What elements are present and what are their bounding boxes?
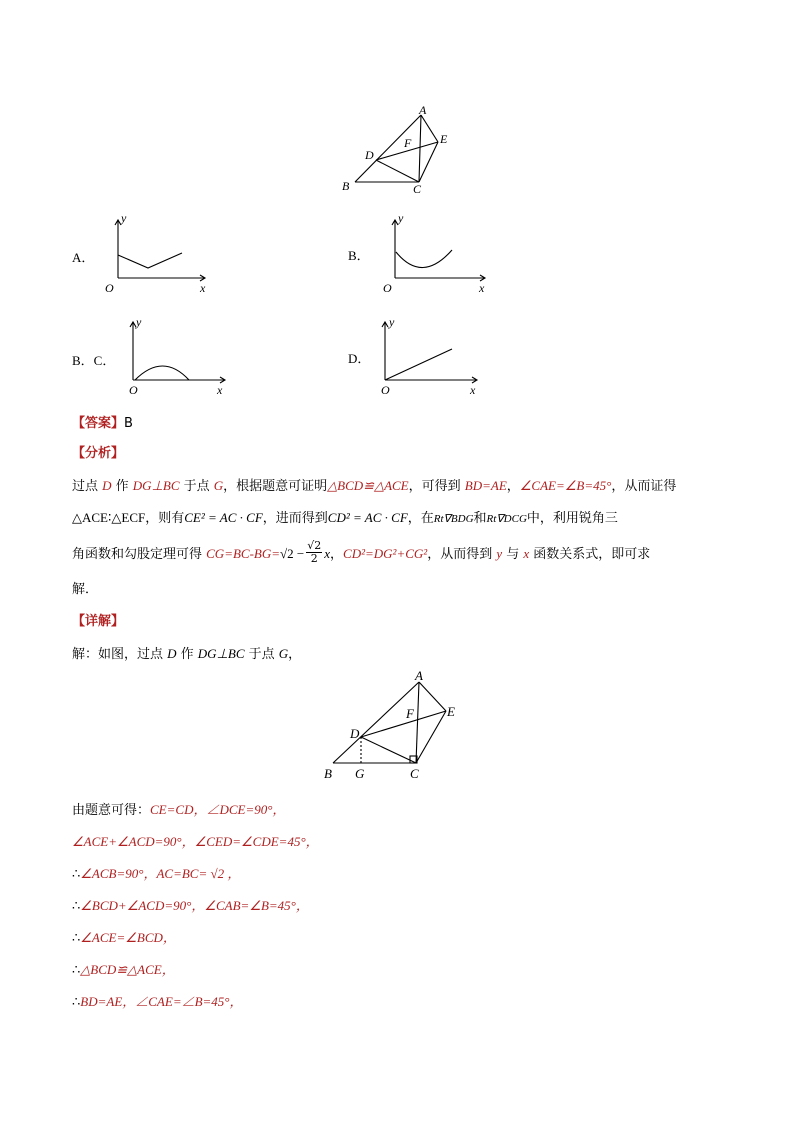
text: 解：如图，过点 [72,647,168,662]
answer-tag: 【答案】 [72,416,125,431]
text: ，根据题意可证明 [223,479,328,494]
analysis-line-4 [72,580,98,600]
option-b-label: B． [348,248,370,263]
step-math: ∠ACE+∠ACD=90°，∠CED=∠CDE=45°， [72,834,319,849]
point-G-label: G [355,766,365,781]
step-math: ∠ACE=∠BCD， [80,930,176,945]
option-b-y: y [398,211,404,225]
analysis-line-2 [72,508,618,529]
step-math: BD=AE，∠CAE=∠B=45°， [80,994,243,1009]
option-d-label: D． [348,351,371,366]
text: ，从而得到 [427,547,497,562]
math: △BCD≌△ACE [327,478,409,493]
step-prefix: ∴ [72,963,81,978]
text: ， [330,547,344,562]
option-c-origin: O [129,383,138,397]
math: Rt∇BDG [433,513,474,525]
math: CG=BC-BG= [206,546,281,561]
math: √2 − [280,546,305,561]
point-F-label: F [406,706,414,721]
step-math: △BCD≌△ACE， [80,962,175,977]
math: DG⊥BC [197,646,245,661]
text: ，从而证得 [611,479,677,494]
text: 作 [111,479,133,494]
option-d-origin: O [381,383,390,397]
point-F-label: F [404,136,412,150]
math: △ACE∶△ECF [72,510,146,525]
step-math: ∠ACB=90°，AC=BC= √2 ， [80,866,241,881]
option-a-origin: O [105,281,114,295]
detail-intro [72,644,301,665]
answer-value: B [124,416,133,431]
text: ，则有 [145,511,185,526]
math: CD² = AC · CF [327,510,408,525]
text: 角函数和勾股定理可得 [72,547,207,562]
fraction [306,540,322,565]
option-b-x: x [479,281,485,295]
option-a-graph [100,210,220,295]
text: 中，利用锐角三 [526,511,618,526]
point-B-label: B [342,179,350,193]
step-prefix: 由题意可得： [72,803,151,818]
point-E-label: E [447,704,455,719]
step-prefix: ∴ [72,867,81,882]
detail-step-1 [72,800,285,821]
point-C-label: C [413,182,422,196]
point-B-label: B [324,766,332,781]
text: 函数关系式，即可求 [529,547,651,562]
math: x [324,546,331,561]
detail-step-3 [72,864,240,885]
option-b-origin: O [383,281,392,295]
option-a-label: A． [72,250,95,265]
math: D [102,478,112,493]
option-d-graph [367,312,487,397]
math: Rt∇DCG [486,513,527,525]
math: G [213,478,224,493]
detail-step-6 [72,960,175,981]
analysis-line-1 [72,476,676,497]
detail-tag: 【详解】 [72,614,125,629]
option-c-y: y [136,315,142,329]
text: 解． [72,582,99,597]
math: DG⊥BC [132,478,180,493]
geometry-figure-detail [318,668,468,783]
answer-line [72,414,133,434]
option-d-y: y [389,315,395,329]
math: ∠CAE=∠B=45° [519,478,612,493]
point-E-label: E [440,132,448,146]
frac-den: 2 [310,552,318,565]
text: 于点 [244,647,279,662]
frac-num: √2 [307,539,322,552]
math: D [167,646,177,661]
math: y [496,546,503,561]
point-C-label: C [410,766,419,781]
text: 过点 [72,479,103,494]
point-D-label: D [365,148,374,162]
math: x [523,546,530,561]
option-d-x: x [470,383,476,397]
text: 和 [473,511,487,526]
detail-tag-line [72,612,124,632]
math: CD²=DG²+CG² [343,546,428,561]
point-D-label: D [350,726,360,741]
text: ， [506,479,520,494]
text: 作 [176,647,198,662]
detail-step-2 [72,832,319,853]
point-A-label: A [415,668,423,683]
option-c-x: x [217,383,223,397]
step-math: CE=CD，∠DCE=90°， [150,802,286,817]
option-b-graph [377,210,497,295]
math: CE² = AC · CF [184,510,263,525]
analysis-tag-line [72,444,124,464]
step-prefix: ∴ [72,899,81,914]
step-prefix: ∴ [72,995,81,1010]
step-math: ∠BCD+∠ACD=90°，∠CAB=∠B=45°， [80,898,309,913]
option-c-graph [115,312,235,397]
text: ，在 [407,511,434,526]
text: ，可得到 [408,479,465,494]
detail-step-4 [72,896,309,917]
option-a-x: x [200,281,206,295]
option-a-y: y [121,211,127,225]
analysis-tag: 【分析】 [72,446,125,461]
geometry-figure-top [336,100,466,196]
math: BD=AE [464,478,507,493]
text: 于点 [179,479,214,494]
math: G [278,646,289,661]
text: ， [288,647,302,662]
detail-step-5 [72,928,176,949]
step-prefix: ∴ [72,931,81,946]
text: 与 [502,547,524,562]
text: ，进而得到 [262,511,328,526]
analysis-line-3 [72,539,651,567]
option-c-label: B．C． [72,353,116,368]
point-A-label: A [419,103,427,117]
detail-step-7 [72,992,243,1013]
